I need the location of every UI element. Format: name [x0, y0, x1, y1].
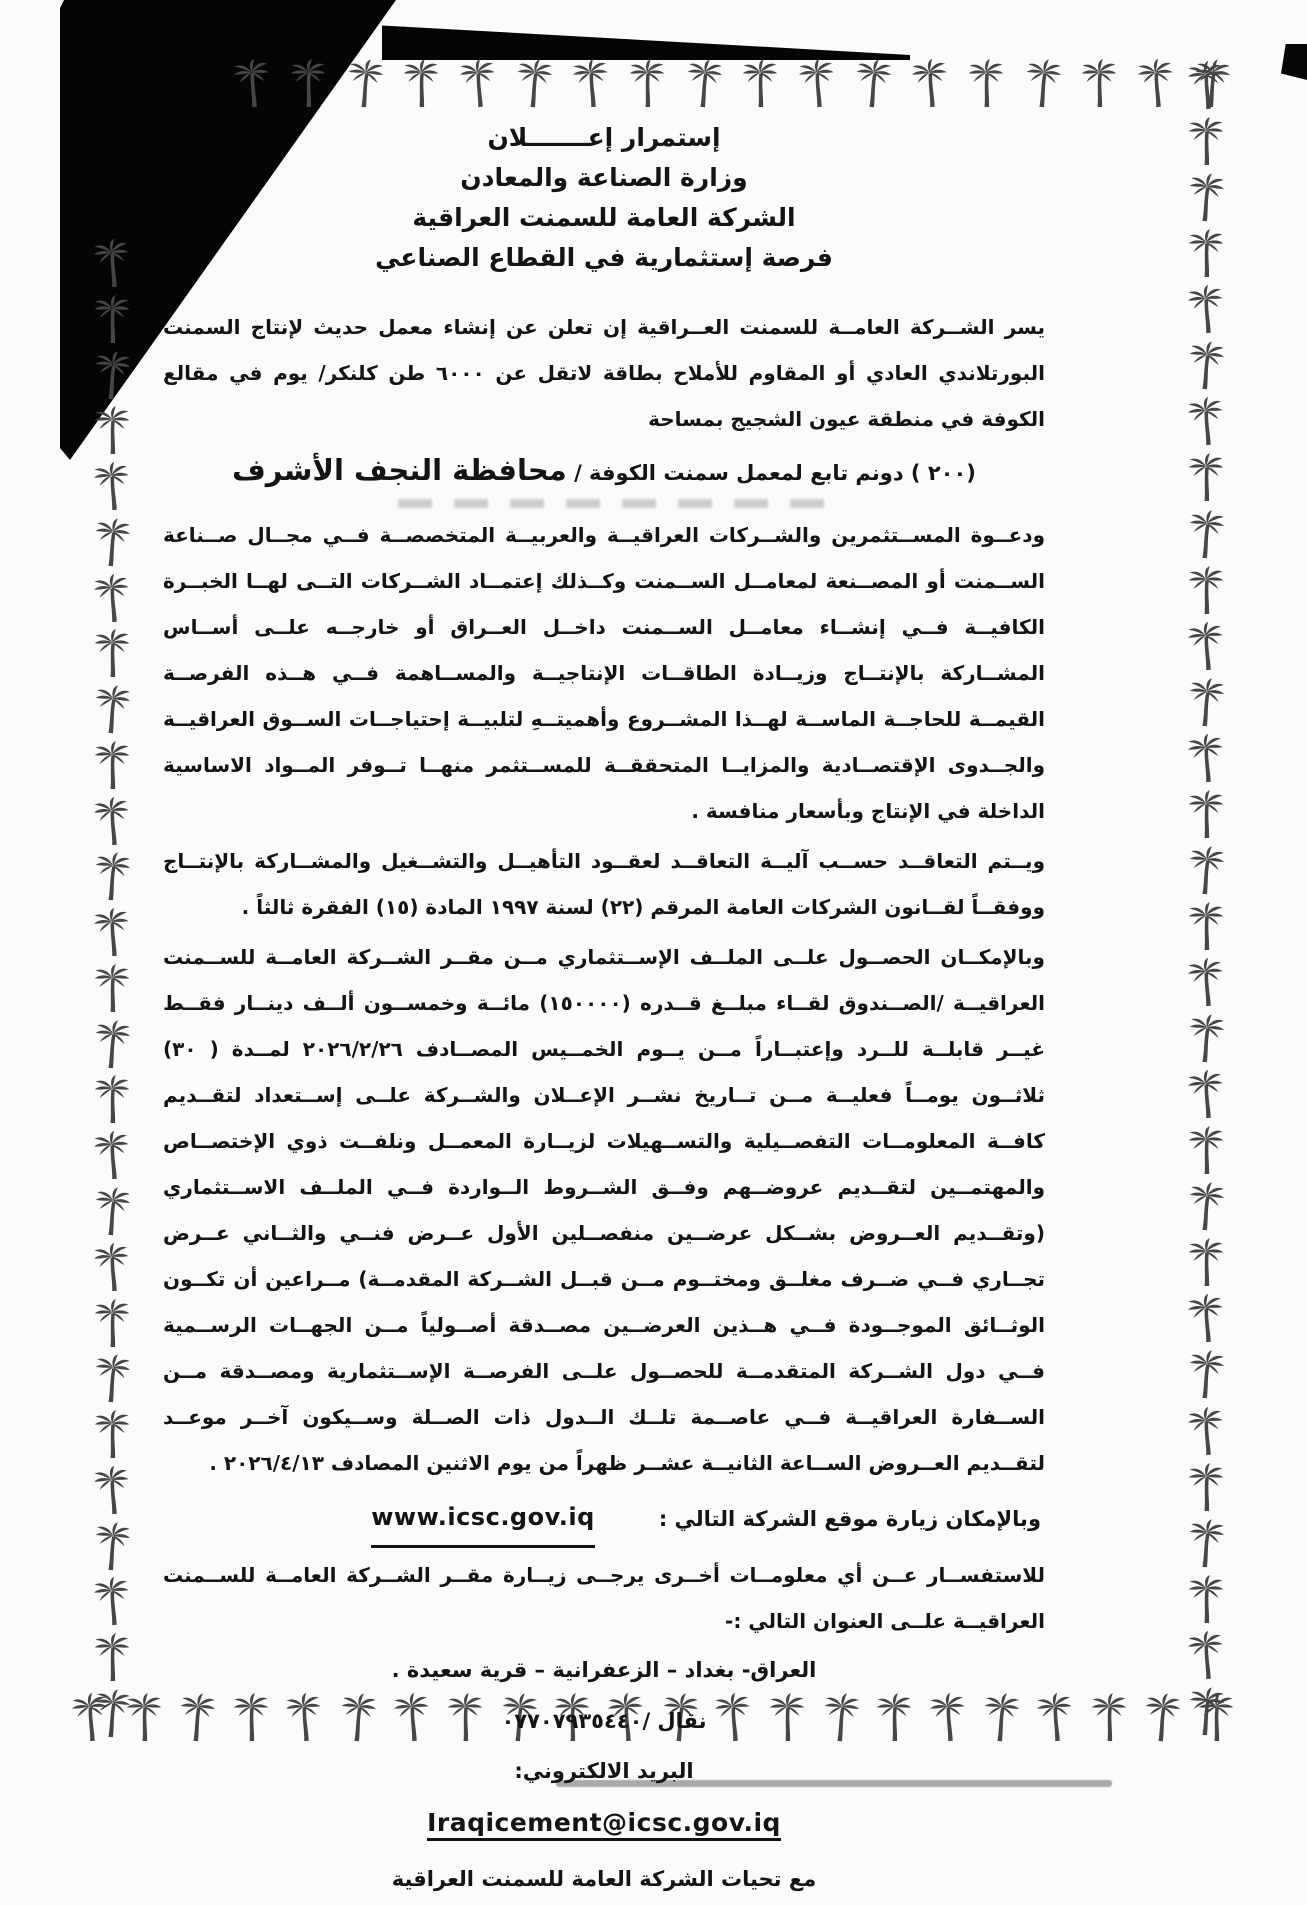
palm-tree-icon: [1186, 565, 1226, 615]
palm-tree-icon: [1186, 228, 1226, 278]
invitation-paragraph: ودعــوة المســتثمرين والشــركات العراقيــة والعربيــة المتخصصــة فــي مجــال صــناعة الســمنت أو المصــنعة لمعامــل الســمنت وكــذلك إعتمــاد الشــركات التــى لهــا الخبــرة الكافيــة فــي إنشــاء معامــل الســمنت داخــل العــراق أو خارجــه علــى أســاس المشــاركة بالإنتــاج وزيــادة الطاقــات الإنتاجيــة والمســاهمة فــي هــذه الفرصــة القيمــة للحاجــة الماســة لهــذا المشــروع وأهميتــهِ لتلبيــة إحتياجــات الســوق العراقيــة والجــدوى الإقتصــادية والمزايــا المتحققــة للمســتثمر منهــا تــوفر المــواد الاساسية الداخلة في الإنتاج وبأسعار منافسة .: [163, 523, 1045, 823]
palm-tree-icon: [1184, 395, 1227, 448]
website-line: [163, 1490, 1045, 1548]
palm-tree-icon: [90, 794, 133, 847]
palm-tree-icon: [1184, 731, 1227, 784]
palm-tree-icon: [1020, 56, 1064, 109]
palm-tree-icon: [569, 57, 612, 110]
palm-tree-icon: [90, 571, 133, 624]
scan-artifact-right-edge: [1281, 44, 1307, 80]
contract-terms-paragraph: ويــتم التعاقــد حســب آليــة التعاقــد لعقــود التأهيــل والتشــغيل والمشــاركة بالإنتــاج ووفقــاً لقــانون الشركات العامة المرقم (٢٢) لسنة ١٩٩٧ المادة (١٥) الفقرة ثالثاً .: [163, 849, 1045, 919]
inquiry-paragraph: للاستفســار عــن أي معلومــات أخــرى يرجــى زيــارة مقــر الشــركة العامــة للســمنت العراقيــة علــى العنوان التالي :-: [163, 1563, 1045, 1633]
scan-ghost-smudge: [398, 499, 838, 508]
palm-tree-icon: [90, 682, 134, 735]
palm-tree-icon: [512, 56, 556, 109]
palm-tree-icon: [1186, 116, 1226, 166]
palm-tree-icon: [1184, 1348, 1228, 1401]
palm-tree-icon: [90, 460, 133, 513]
palm-tree-icon: [92, 1298, 132, 1348]
palm-tree-icon: [795, 57, 838, 110]
palm-tree-icon: [90, 1352, 134, 1405]
palm-tree-icon: [1184, 1011, 1228, 1064]
palm-border-right: [1186, 60, 1230, 1736]
website-label: وبالإمكان زيارة موقع الشركة التالي :: [658, 1507, 1041, 1531]
palm-tree-icon: [1184, 1068, 1227, 1121]
palm-tree-icon: [1184, 675, 1228, 728]
opportunity-line: فرصة إستثمارية في القطاع الصناعي: [375, 243, 833, 272]
palm-tree-icon: [1089, 1692, 1129, 1742]
palm-tree-icon: [456, 57, 499, 110]
closing-line: مع تحيات الشركة العامة للسمنت العراقية: [391, 1867, 817, 1891]
palm-tree-icon: [230, 57, 273, 110]
palm-tree-icon: [627, 58, 667, 108]
palm-tree-icon: [1196, 1692, 1236, 1742]
palm-tree-icon: [1079, 58, 1119, 108]
mobile-line: نقال /٠٧٧٠٧٩٣٥٤٤٠: [501, 1709, 707, 1733]
palm-tree-icon: [92, 963, 132, 1013]
location-prefix: (٢٠٠ ) دونم تابع لمعمل سمنت الكوفة /: [566, 461, 976, 485]
palm-tree-icon: [90, 1240, 133, 1293]
palm-tree-icon: [1184, 1292, 1227, 1345]
palm-tree-icon: [92, 1409, 132, 1459]
email-line: [163, 1796, 1045, 1853]
palm-tree-icon: [90, 348, 134, 401]
palm-tree-icon: [1186, 1462, 1226, 1512]
palm-tree-icon: [1184, 1404, 1227, 1457]
palm-tree-icon: [1184, 956, 1227, 1009]
palm-tree-icon: [90, 237, 133, 290]
palm-tree-icon: [1134, 57, 1177, 110]
email-label: البريد الالكتروني:: [514, 1759, 694, 1783]
palm-tree-icon: [92, 405, 132, 455]
location-line: [163, 444, 1045, 499]
palm-tree-icon: [90, 1464, 133, 1517]
palm-tree-icon: [92, 294, 132, 344]
palm-tree-icon: [966, 58, 1006, 108]
palm-tree-icon: [682, 56, 726, 109]
palm-tree-icon: [1186, 789, 1226, 839]
palm-tree-icon: [90, 1129, 133, 1182]
palm-tree-icon: [90, 850, 134, 903]
palm-tree-icon: [90, 515, 134, 568]
intro-paragraph: يسر الشــركة العامــة للسمنت العــراقية إن تعلن عن إنشاء معمل حديث لإنتاج السمنت البورتلاندي العادي أو المقاوم للأملاح بطاقة لاتقل عن ٦٠٠٠ طن كلنكر/ يوم في مقالع الكوفة في منطقة عيون الشجيج بمساحة: [163, 315, 1046, 431]
palm-tree-icon: [1184, 1180, 1228, 1233]
palm-tree-icon: [90, 1184, 134, 1237]
palm-tree-icon: [1184, 1628, 1227, 1681]
announcement-continuation-title: إستمرار إعـــــــلان: [487, 123, 721, 152]
email-address-link[interactable]: Iraqicement@icsc.gov.iq: [427, 1808, 781, 1841]
company-line: الشركة العامة للسمنت العراقية: [412, 203, 796, 232]
palm-tree-icon: [124, 1692, 164, 1742]
palm-tree-icon: [90, 1575, 133, 1628]
governorate-highlight: محافظة النجف الأشرف: [232, 453, 567, 487]
palm-tree-icon: [1184, 339, 1228, 392]
palm-tree-icon: [1186, 1237, 1226, 1287]
palm-tree-icon: [908, 57, 951, 110]
palm-tree-icon: [1186, 1125, 1226, 1175]
palm-tree-icon: [90, 1017, 134, 1070]
address-line: العراق- بغداد – الزعفرانية – قرية سعيدة .: [391, 1658, 817, 1682]
palm-tree-icon: [92, 1074, 132, 1124]
palm-tree-icon: [288, 58, 328, 108]
palm-tree-icon: [401, 58, 441, 108]
palm-border-top: [232, 58, 1232, 108]
ministry-line: وزارة الصناعة والمعادن: [460, 163, 748, 192]
palm-tree-icon: [68, 1691, 111, 1744]
palm-tree-icon: [1184, 843, 1228, 896]
palm-tree-icon: [1184, 283, 1227, 336]
palm-tree-icon: [90, 906, 133, 959]
palm-tree-icon: [1184, 619, 1227, 672]
palm-tree-icon: [343, 56, 387, 109]
palm-tree-icon: [1186, 1574, 1226, 1624]
palm-tree-icon: [851, 56, 895, 109]
palm-tree-icon: [1184, 1516, 1228, 1569]
palm-tree-icon: [92, 628, 132, 678]
investment-file-paragraph: وبالإمكــان الحصــول علــى الملــف الإســتثماري مــن مقــر الشــركة العامــة للســمنت العراقيــة /الصــندوق لقــاء مبلــغ قــدره (١٥٠٠٠٠) مائــة وخمســون ألــف دينــار فقــط غيــر قابلــة للــرد وإعتبــاراً مــن يــوم الخمــيس المصــادف ٢٠٢٦/٢/٢٦ لمــدة ( ٣٠) ثلاثــون يومــاً فعليــة مــن تــاريخ نشــر الإعــلان والشــركة علــى إســتعداد لتقــديم كافــة المعلومــات التفصــيلية والتســهيلات لزيــارة المعمــل ونلفــت ذوي الإختصــاص والمهتمــين لتقــديم عروضــهم وفــق الشــروط الــواردة فــي الملــف الاســتثماري (وتقــديم العــروض بشــكل عرضــين منفصــلين الأول عــرض فنــي والثــاني عــرض تجــاري فــي ضــرف مغلــق ومختــوم مــن قبــل الشــركة المقدمــة) مــراعين أن تكــون الوثــائق الموجــودة فــي هــذين العرضــين مصــدقة أصــولياً مــن الجهــات الرســمية فــي دول الشــركة المتقدمــة للحصــول علــى الفرصــة الإســتثمارية ومصــدقة مــن الســفارة العراقيــة فــي عاصــمة تلــك الــدول ذات الصــلة وســيكون آخــر موعــد لتقــديم العــروض الســاعة الثانيــة عشــر ظهراً من يوم الاثنين المصادف ٢٠٢٦/٤/١٣ .: [163, 945, 1045, 1475]
palm-tree-icon: [740, 58, 780, 108]
palm-tree-icon: [1140, 1690, 1184, 1743]
palm-tree-icon: [92, 740, 132, 790]
palm-tree-icon: [1184, 507, 1228, 560]
palm-tree-icon: [1186, 901, 1226, 951]
website-url-link[interactable]: www.icsc.gov.iq: [371, 1490, 595, 1548]
scan-artifact-top-edge: [382, 24, 910, 60]
palm-tree-icon: [1186, 452, 1226, 502]
palm-tree-icon: [90, 1519, 134, 1572]
palm-tree-icon: [92, 1632, 132, 1682]
palm-tree-icon: [1184, 59, 1227, 112]
palm-border-left: [92, 238, 136, 1738]
announcement-document: [163, 118, 1045, 1905]
palm-tree-icon: [1184, 170, 1228, 223]
title-block: [163, 118, 1045, 278]
